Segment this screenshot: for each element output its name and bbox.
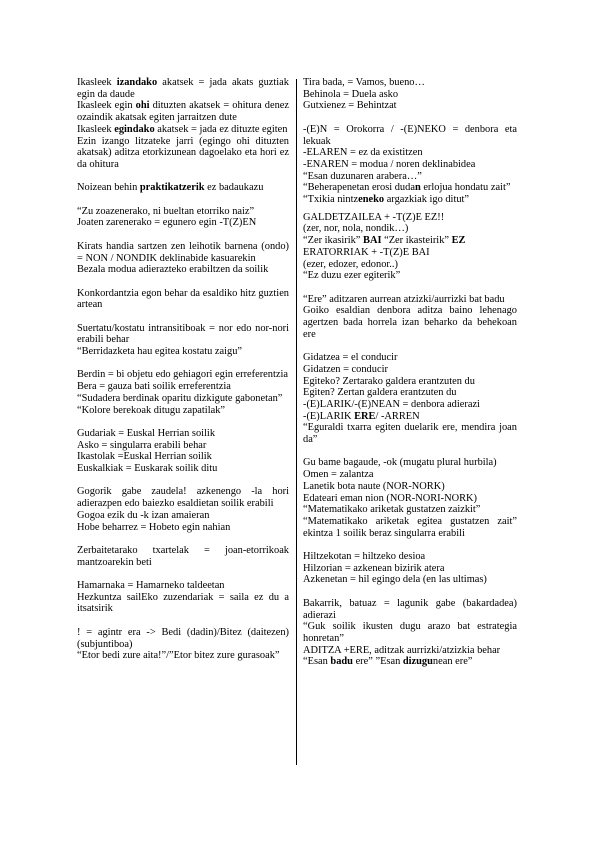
note-text: Bakarrik, batuaz = lagunik gabe (bakardadea) adierazi <box>303 597 517 621</box>
note-line <box>77 510 289 522</box>
note-text: (ezer, edozer, edonor..) <box>303 258 398 270</box>
paragraph-spacer <box>77 229 289 241</box>
note-text: -ENAREN = modua / noren deklinabidea <box>303 158 476 170</box>
note-text: Suertatu/kostatu intransitiboak = nor edo nor-nori erabili behar <box>77 322 289 346</box>
note-text: Ezin izango litzateke jarri (egingo ohi dituzten akatsak) aditza etorkizunean dagoelako eta hori ez da ohitura <box>77 135 289 170</box>
note-line <box>303 387 517 399</box>
note-line <box>303 364 517 376</box>
note-text: dituzten akatsek = ohitura denez ozaindik akatsak egiten jarraitzen dute <box>77 100 289 124</box>
note-line <box>303 457 517 469</box>
note-line <box>77 77 289 100</box>
note-text: Gutxienez = Behintzat <box>303 100 397 112</box>
note-text: Egiteko? Zertarako galdera erantzuten du <box>303 375 475 387</box>
note-text: ere” ”Esan <box>352 656 403 668</box>
paragraph-spacer <box>303 586 517 598</box>
note-line <box>303 182 517 194</box>
left-column <box>77 77 289 662</box>
note-line <box>303 223 517 235</box>
note-text: Asko = singularra erabili behar <box>77 439 207 451</box>
note-emphasis: izandako <box>116 77 158 88</box>
note-text: “Matematikako ariketak egitea gustatzen zait” ekintza 1 soilik beraz singularra erabili <box>303 515 517 539</box>
note-text: Bera = gauza bati soilik erreferentzia <box>77 381 231 393</box>
note-text: Zerbaitetarako txartelak = joan-etorrikoak mantzoarekin beti <box>77 544 289 568</box>
note-text: “Zer ikasirik” <box>303 235 364 247</box>
note-line <box>303 124 517 147</box>
note-line <box>303 352 517 364</box>
paragraph-spacer <box>77 533 289 545</box>
right-column <box>303 77 517 668</box>
note-line <box>303 305 517 340</box>
note-line <box>77 405 289 417</box>
note-line <box>303 504 517 516</box>
note-text: “Esan <box>303 656 331 668</box>
note-text: “Guk soilik ikusten dugu arazo bat estrategia honretan” <box>303 621 517 644</box>
note-text: Konkordantzia egon behar da esaldiko hitz guztien artean <box>77 287 289 311</box>
note-text: “Zer ikasteirik” <box>381 235 452 247</box>
note-text: / -ARREN <box>375 410 420 422</box>
note-line <box>303 399 517 411</box>
note-line <box>303 563 517 575</box>
note-line <box>77 217 289 229</box>
note-text: “Berridazketa hau egitea kostatu zaigu” <box>77 346 243 358</box>
note-line <box>77 288 289 311</box>
note-line <box>77 627 289 650</box>
note-line <box>77 100 289 123</box>
note-line <box>303 194 517 206</box>
note-line <box>303 411 517 423</box>
note-text: Egiten? Zertan galdera erantzuten du <box>303 387 457 399</box>
paragraph-spacer <box>77 276 289 288</box>
note-text: Hezkuntza sailEko zuzendariak = saila ez du a itsatsirik <box>77 591 289 615</box>
note-emphasis: n <box>414 182 421 194</box>
paragraph-spacer <box>77 194 289 206</box>
paragraph-spacer <box>303 539 517 551</box>
note-text: -ELAREN = ez da existitzen <box>303 147 423 159</box>
paragraph-spacer <box>303 340 517 352</box>
note-line <box>303 235 517 247</box>
note-line <box>77 580 289 592</box>
note-text: (zer, nor, nola, nondik…) <box>303 223 409 235</box>
note-text: Berdin = bi objetu edo gehiagori egin erreferentzia <box>77 369 288 381</box>
note-line <box>77 463 289 475</box>
note-text: Kirats handia sartzen zen leihotik barnena (ondo) = NON / NONDIK deklinabide kasuarekin <box>77 240 289 264</box>
note-line <box>303 422 517 445</box>
paragraph-spacer <box>77 475 289 487</box>
note-text: “Ez duzu ezer egiterik” <box>303 270 401 282</box>
note-text: Omen = zalantza <box>303 469 374 481</box>
note-text: Gidatzen = conducir <box>303 363 388 375</box>
note-line <box>77 182 289 194</box>
note-emphasis: praktikatzerik <box>139 182 205 194</box>
note-line <box>303 469 517 481</box>
note-line <box>303 574 517 586</box>
note-line <box>303 247 517 259</box>
note-line <box>77 241 289 264</box>
note-line <box>77 451 289 463</box>
note-line <box>303 294 517 306</box>
note-text: Hamarnaka = Hamarneko taldeetan <box>77 580 225 592</box>
note-text: Lanetik bota naute (NOR-NORK) <box>303 480 445 492</box>
note-line <box>77 650 289 662</box>
note-line <box>303 481 517 493</box>
note-line <box>303 171 517 183</box>
note-text: nean ere” <box>432 656 473 668</box>
paragraph-spacer <box>77 615 289 627</box>
note-text: Tira bada, = Vamos, bueno… <box>303 77 425 88</box>
note-text: ! = agintr era -> Bedi (dadin)/Bitez (daitezen) (subjuntiboa) <box>77 626 289 650</box>
note-emphasis: ohi <box>135 100 150 112</box>
note-line <box>77 545 289 568</box>
note-text: Ikastolak =Euskal Herrian soilik <box>77 451 212 463</box>
note-line <box>77 206 289 218</box>
note-text: Joaten zarenerako = egunero egin -T(Z)EN <box>77 217 257 229</box>
note-text: Gu bame bagaude, -ok (mugatu plural hurbila) <box>303 457 497 469</box>
paragraph-spacer <box>303 282 517 294</box>
note-emphasis: BAI <box>363 235 382 247</box>
note-text: Ikasleek <box>77 123 115 135</box>
note-text: -(E)N = Orokorra / -(E)NEKO = denbora eta lekuak <box>303 123 517 147</box>
note-emphasis: eneko <box>358 194 385 206</box>
note-text: Behinola = Duela asko <box>303 88 399 100</box>
paragraph-spacer <box>303 446 517 458</box>
note-line <box>77 346 289 358</box>
note-text: Hiltzekotan = hiltzeko desioa <box>303 551 426 563</box>
note-text: Goiko esaldian denbora aditza baino lehenago agertzen bada horrela izan beharko da behekoan ere <box>303 305 517 340</box>
note-line <box>303 551 517 563</box>
note-emphasis: badu <box>330 656 353 668</box>
note-text: argazkiak igo ditut” <box>384 194 470 206</box>
note-text: “Kolore berekoak ditugu zapatilak” <box>77 404 226 416</box>
note-line <box>77 264 289 276</box>
paragraph-spacer <box>303 112 517 124</box>
note-emphasis: ERE <box>354 410 376 422</box>
note-text: akatsek = jada akats guztiak egin da daude <box>77 77 289 100</box>
note-text: “Etor bedi zure aita!”/”Etor bitez zure gurasoak” <box>77 650 280 662</box>
note-line <box>303 645 517 657</box>
note-text: Ikasleek <box>77 77 117 88</box>
note-line <box>303 147 517 159</box>
note-text: “Ere” aditzaren aurrean atzizki/aurrizki bat badu <box>303 293 505 305</box>
paragraph-spacer <box>77 568 289 580</box>
note-emphasis: egindako <box>114 123 155 135</box>
note-text: “Beherapenetan erosi duda <box>303 182 415 194</box>
note-text: erlojua hondatu zait” <box>420 182 511 194</box>
note-line <box>303 100 517 112</box>
note-line <box>77 440 289 452</box>
note-text: GALDETZAILEA + -T(Z)E EZ!! <box>303 211 445 223</box>
note-text: Gogoa ezik du -k izan amaieran <box>77 509 210 521</box>
note-text: “Eguraldi txarra egiten duelarik ere, mendira joan da” <box>303 422 517 446</box>
note-text: Gudariak = Euskal Herrian soilik <box>77 427 216 439</box>
note-text: Ikasleek egin <box>77 100 136 112</box>
note-text: Edateari eman nion (NOR-NORI-NORK) <box>303 492 477 504</box>
note-emphasis: dizugu <box>402 656 433 668</box>
note-text: ez badaukazu <box>204 182 264 194</box>
note-text: Hilzorian = azkenean bizirik atera <box>303 562 445 574</box>
note-text: “Zu zoazenerako, ni bueltan etorriko naiz” <box>77 205 255 217</box>
note-text: akatsek = jada ez dituzte egiten <box>154 123 288 135</box>
note-text: “Matematikako ariketak gustatzen zaizkit” <box>303 504 481 516</box>
column-divider <box>296 79 297 765</box>
note-line <box>77 428 289 440</box>
note-text: “Sudadera berdinak oparitu dizkigute gabonetan” <box>77 392 283 404</box>
note-line <box>303 159 517 171</box>
note-line <box>303 212 517 224</box>
note-line <box>77 381 289 393</box>
note-line <box>77 486 289 509</box>
note-line <box>77 136 289 171</box>
note-line <box>303 259 517 271</box>
note-text: Hobe beharrez = Hobeto egin nahian <box>77 521 231 533</box>
note-text: ADITZA +ERE, aditzak aurrizki/atzizkia behar <box>303 644 501 656</box>
note-line <box>303 598 517 621</box>
paragraph-spacer <box>77 416 289 428</box>
note-text: “Txikia nintz <box>303 194 359 206</box>
note-text: ERATORRIAK + -T(Z)E BAI <box>303 246 430 258</box>
note-text: Azkenetan = hil egingo dela (en las ultimas) <box>303 574 487 586</box>
note-text: “Esan duzunaren arabera…” <box>303 170 422 182</box>
paragraph-spacer <box>77 311 289 323</box>
paragraph-spacer <box>77 358 289 370</box>
note-line <box>77 124 289 136</box>
note-line <box>303 493 517 505</box>
note-line <box>303 270 517 282</box>
note-line <box>303 656 517 668</box>
note-text: -(E)LARIK/-(E)NEAN = denbora adierazi <box>303 398 480 410</box>
paragraph-spacer <box>77 171 289 183</box>
note-line <box>77 323 289 346</box>
note-line <box>303 77 517 89</box>
note-text: -(E)LARIK <box>303 410 355 422</box>
note-line <box>77 369 289 381</box>
note-text: Gogorik gabe zaudela! azkenengo -la hori adierazpen edo baiezko esaldietan soilik erabili <box>77 486 289 510</box>
note-text: Bezala modua adierazteko erabiltzen da soilik <box>77 264 269 276</box>
note-line <box>303 621 517 644</box>
note-emphasis: EZ <box>451 235 466 247</box>
note-line <box>77 522 289 534</box>
note-line <box>303 89 517 101</box>
note-text: Gidatzea = el conducir <box>303 352 398 364</box>
note-line <box>77 592 289 615</box>
note-text: Noizean behin <box>77 182 140 194</box>
note-text: Euskalkiak = Euskarak soilik ditu <box>77 463 218 475</box>
note-line <box>77 393 289 405</box>
note-line <box>303 516 517 539</box>
note-line <box>303 376 517 388</box>
